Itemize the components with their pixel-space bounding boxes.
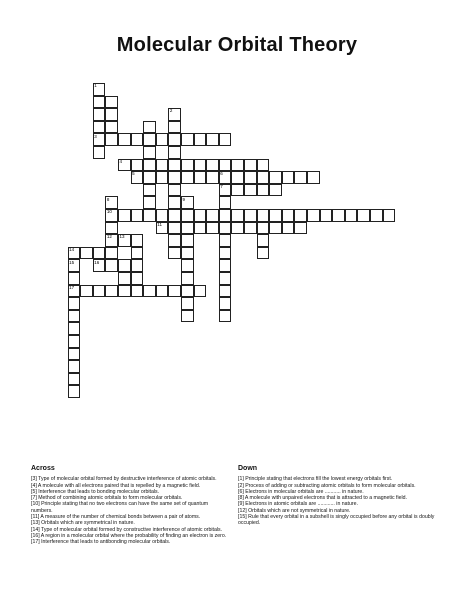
crossword-cell[interactable] (181, 171, 194, 184)
crossword-cell[interactable] (131, 234, 144, 247)
crossword-cell[interactable] (105, 285, 118, 298)
crossword-cell[interactable] (68, 310, 81, 323)
crossword-cell[interactable] (219, 272, 232, 285)
crossword-cell[interactable] (181, 222, 194, 235)
crossword-cell[interactable] (118, 272, 131, 285)
crossword-cell[interactable] (244, 184, 257, 197)
crossword-cell[interactable] (257, 184, 270, 197)
crossword-cell[interactable] (269, 171, 282, 184)
crossword-cell[interactable] (68, 285, 81, 298)
crossword-cell[interactable] (68, 272, 81, 285)
clue-across: [10] Principle stating that no two electrons can have the same set of quantum numbers. (31, 501, 209, 514)
crossword-cell[interactable] (320, 209, 333, 222)
crossword-cell[interactable] (143, 171, 156, 184)
crossword-cell[interactable] (68, 360, 81, 373)
crossword-cell[interactable] (231, 159, 244, 172)
crossword-cell[interactable] (181, 285, 194, 298)
crossword-cell[interactable] (168, 121, 181, 134)
crossword-cell[interactable] (294, 222, 307, 235)
clue-number: 17 (69, 284, 75, 290)
crossword-cell[interactable] (105, 121, 118, 134)
crossword-cell[interactable] (105, 247, 118, 260)
crossword-cell[interactable] (219, 234, 232, 247)
crossword-cell[interactable] (143, 146, 156, 159)
crossword-cell[interactable] (143, 209, 156, 222)
crossword-cell[interactable] (143, 184, 156, 197)
crossword-cell[interactable] (231, 209, 244, 222)
crossword-cell[interactable] (181, 297, 194, 310)
crossword-cell[interactable] (219, 297, 232, 310)
crossword-cell[interactable] (156, 285, 169, 298)
clue-number: 10 (106, 209, 112, 215)
crossword-cell[interactable] (168, 184, 181, 197)
crossword-cell[interactable] (181, 272, 194, 285)
crossword-cell[interactable] (131, 133, 144, 146)
crossword-cell[interactable] (68, 247, 81, 260)
crossword-cell[interactable] (231, 222, 244, 235)
crossword-cell[interactable] (181, 234, 194, 247)
crossword-cell[interactable] (131, 247, 144, 260)
crossword-cell[interactable] (168, 285, 181, 298)
clue-across: [4] A molecule with all electrons paired that is repelled by a magnetic field. (31, 482, 201, 489)
crossword-cell[interactable] (294, 171, 307, 184)
crossword-cell[interactable] (168, 159, 181, 172)
crossword-cell[interactable] (156, 209, 169, 222)
crossword-cell[interactable] (168, 222, 181, 235)
crossword-cell[interactable] (68, 335, 81, 348)
crossword-cell[interactable] (168, 247, 181, 260)
crossword-cell[interactable] (181, 310, 194, 323)
crossword-cell[interactable] (143, 196, 156, 209)
crossword-cell[interactable] (68, 385, 81, 398)
clue-down: [6] Electrons in molecular orbitals are ........... in nature. (238, 488, 364, 495)
crossword-cell[interactable] (257, 209, 270, 222)
crossword-cell[interactable] (244, 222, 257, 235)
crossword-cell[interactable] (194, 159, 207, 172)
crossword-cell[interactable] (118, 133, 131, 146)
crossword-cell[interactable] (219, 222, 232, 235)
crossword-cell[interactable] (156, 222, 169, 235)
crossword-cell[interactable] (105, 234, 118, 247)
crossword-cell[interactable] (269, 209, 282, 222)
crossword-cell[interactable] (105, 196, 118, 209)
clue-across: [14] Type of molecular orbital formed by constructive interference of atomic orbitals. (31, 526, 223, 533)
clue-number: 9 (182, 196, 186, 202)
page-title: Molecular Orbital Theory (116, 34, 358, 56)
clue-number: 14 (69, 247, 75, 252)
crossword-cell[interactable] (269, 222, 282, 235)
crossword-cell[interactable] (118, 159, 131, 172)
crossword-cell[interactable] (118, 285, 131, 298)
clue-across: [17] Interference that leads to antibonding molecular orbitals. (31, 539, 171, 546)
crossword-cell[interactable] (118, 259, 131, 272)
crossword-cell[interactable] (93, 146, 106, 159)
crossword-cell[interactable] (294, 209, 307, 222)
crossword-cell[interactable] (244, 159, 257, 172)
crossword-cell[interactable] (181, 196, 194, 209)
crossword-cell[interactable] (168, 171, 181, 184)
crossword-cell[interactable] (143, 133, 156, 146)
crossword-cell[interactable] (131, 259, 144, 272)
crossword-cell[interactable] (332, 209, 345, 222)
clue-number: 7 (220, 184, 223, 189)
clue-across: [11] A measure of the number of chemical bonds between a pair of atoms. (31, 514, 201, 521)
crossword-cell[interactable] (194, 133, 207, 146)
clue-number: 15 (69, 259, 75, 265)
crossword-cell[interactable] (257, 171, 270, 184)
crossword-cell[interactable] (219, 285, 232, 298)
crossword-cell[interactable] (194, 285, 207, 298)
crossword-cell[interactable] (131, 209, 144, 222)
crossword-cell[interactable] (168, 108, 181, 121)
crossword-cell[interactable] (219, 159, 232, 172)
across-heading: Across (31, 465, 55, 472)
crossword-cell[interactable] (68, 322, 81, 335)
crossword-cell[interactable] (168, 234, 181, 247)
crossword-cell[interactable] (219, 171, 232, 184)
crossword-cell[interactable] (231, 184, 244, 197)
crossword-cell[interactable] (219, 310, 232, 323)
crossword-cell[interactable] (93, 247, 106, 260)
clue-number: 12 (106, 234, 112, 240)
crossword-cell[interactable] (105, 96, 118, 109)
crossword-cell[interactable] (105, 209, 118, 222)
clue-down: [1] Principle stating that electrons fill the lowest energy orbitals first. (238, 476, 393, 483)
crossword-cell[interactable] (345, 209, 358, 222)
crossword-cell[interactable] (257, 234, 270, 247)
crossword-cell[interactable] (68, 373, 81, 386)
crossword-cell[interactable] (93, 285, 106, 298)
crossword-cell[interactable] (93, 133, 106, 146)
clue-across: [7] Method of combining atomic orbitals to form molecular orbitals. (31, 495, 183, 502)
crossword-cell[interactable] (244, 171, 257, 184)
crossword-cell[interactable] (206, 209, 219, 222)
clue-number: 3 (94, 133, 97, 139)
crossword-cell[interactable] (143, 121, 156, 134)
crossword-cell[interactable] (257, 222, 270, 235)
crossword-cell[interactable] (194, 222, 207, 235)
crossword-cell[interactable] (143, 285, 156, 298)
clue-number: 1 (94, 83, 97, 89)
crossword-cell[interactable] (105, 133, 118, 146)
crossword-cell[interactable] (93, 83, 106, 96)
crossword-cell[interactable] (206, 159, 219, 172)
crossword-cell[interactable] (105, 259, 118, 272)
crossword-cell[interactable] (105, 222, 118, 235)
crossword-cell[interactable] (80, 247, 93, 260)
crossword-cell[interactable] (383, 209, 396, 222)
clue-number: 13 (119, 234, 125, 240)
clue-across: [13] Orbitals which are symmetrical in nature. (31, 520, 135, 527)
across-clues (31, 466, 229, 546)
crossword-cell[interactable] (219, 259, 232, 272)
clue-number: 4 (119, 158, 123, 164)
clue-across: [16] A region in a molecular orbital where the probability of finding an electron is zero. (31, 532, 227, 539)
crossword-cell[interactable] (156, 171, 169, 184)
crossword-cell[interactable] (219, 133, 232, 146)
crossword-cell[interactable] (357, 209, 370, 222)
crossword-cell[interactable] (93, 108, 106, 121)
clue-across: [3] Type of molecular orbital formed by destructive interference of atomic orbitals. (31, 476, 217, 483)
crossword-cell[interactable] (168, 196, 181, 209)
crossword-cell[interactable] (118, 234, 131, 247)
crossword-cell[interactable] (118, 209, 131, 222)
clue-down: [2] Process of adding or subtracting atomic orbitals to form molecular orbitals. (238, 482, 416, 489)
crossword-cell[interactable] (168, 146, 181, 159)
crossword-cell[interactable] (68, 259, 81, 272)
crossword-cell[interactable] (181, 159, 194, 172)
down-clues (238, 466, 443, 527)
crossword-cell[interactable] (282, 209, 295, 222)
crossword-cell[interactable] (131, 272, 144, 285)
crossword-cell[interactable] (219, 247, 232, 260)
crossword-cell[interactable] (269, 184, 282, 197)
clue-down: [15] Rule that every orbital in a subshell is singly occupied before any orbital is doubly occupied. (238, 514, 435, 527)
crossword-cell[interactable] (156, 159, 169, 172)
crossword-cell[interactable] (168, 209, 181, 222)
crossword-cell[interactable] (257, 159, 270, 172)
crossword-cell[interactable] (93, 121, 106, 134)
clue-down: [12] Orbitals which are not symmetrical in nature. (238, 507, 351, 514)
down-heading: Down (238, 465, 258, 472)
crossword-cell[interactable] (68, 348, 81, 361)
crossword-cell[interactable] (206, 133, 219, 146)
clue-number: 16 (94, 259, 100, 265)
crossword-cell[interactable] (181, 133, 194, 146)
crossword-cell[interactable] (231, 171, 244, 184)
crossword-cell[interactable] (168, 133, 181, 146)
crossword-cell[interactable] (219, 184, 232, 197)
crossword-cell[interactable] (181, 259, 194, 272)
crossword-cell[interactable] (282, 171, 295, 184)
crossword-cell[interactable] (307, 209, 320, 222)
crossword-cell[interactable] (244, 209, 257, 222)
clue-across: [5] Interference that leads to bonding molecular orbitals. (31, 488, 160, 495)
crossword-cell[interactable] (257, 247, 270, 260)
crossword-cell[interactable] (131, 171, 144, 184)
crossword-cell[interactable] (219, 209, 232, 222)
clue-number: 6 (220, 171, 223, 177)
crossword-cell[interactable] (156, 133, 169, 146)
crossword-cell[interactable] (194, 171, 207, 184)
crossword-cell[interactable] (307, 171, 320, 184)
clue-number: 5 (132, 171, 135, 177)
crossword-cell[interactable] (131, 285, 144, 298)
crossword-cell[interactable] (80, 285, 93, 298)
crossword-cell[interactable] (131, 159, 144, 172)
crossword-cell[interactable] (68, 297, 81, 310)
crossword-cell[interactable] (219, 196, 232, 209)
crossword-cell[interactable] (93, 259, 106, 272)
crossword-cell[interactable] (93, 96, 106, 109)
clue-number: 11 (157, 221, 162, 227)
crossword-cell[interactable] (181, 209, 194, 222)
crossword-cell[interactable] (105, 108, 118, 121)
crossword-cell[interactable] (206, 222, 219, 235)
clue-number: 2 (169, 108, 173, 114)
clue-down: [9] Electrons in atomic orbitals are ............ in nature. (238, 501, 358, 508)
crossword-cell[interactable] (194, 209, 207, 222)
crossword-cell[interactable] (370, 209, 383, 222)
clue-down: [8] A molecule with unpaired electrons that is attracted to a magnetic field. (238, 495, 407, 502)
crossword-cell[interactable] (143, 159, 156, 172)
crossword-cell[interactable] (206, 171, 219, 184)
clue-number: 8 (106, 196, 110, 202)
crossword-cell[interactable] (282, 222, 295, 235)
crossword-cell[interactable] (181, 247, 194, 260)
